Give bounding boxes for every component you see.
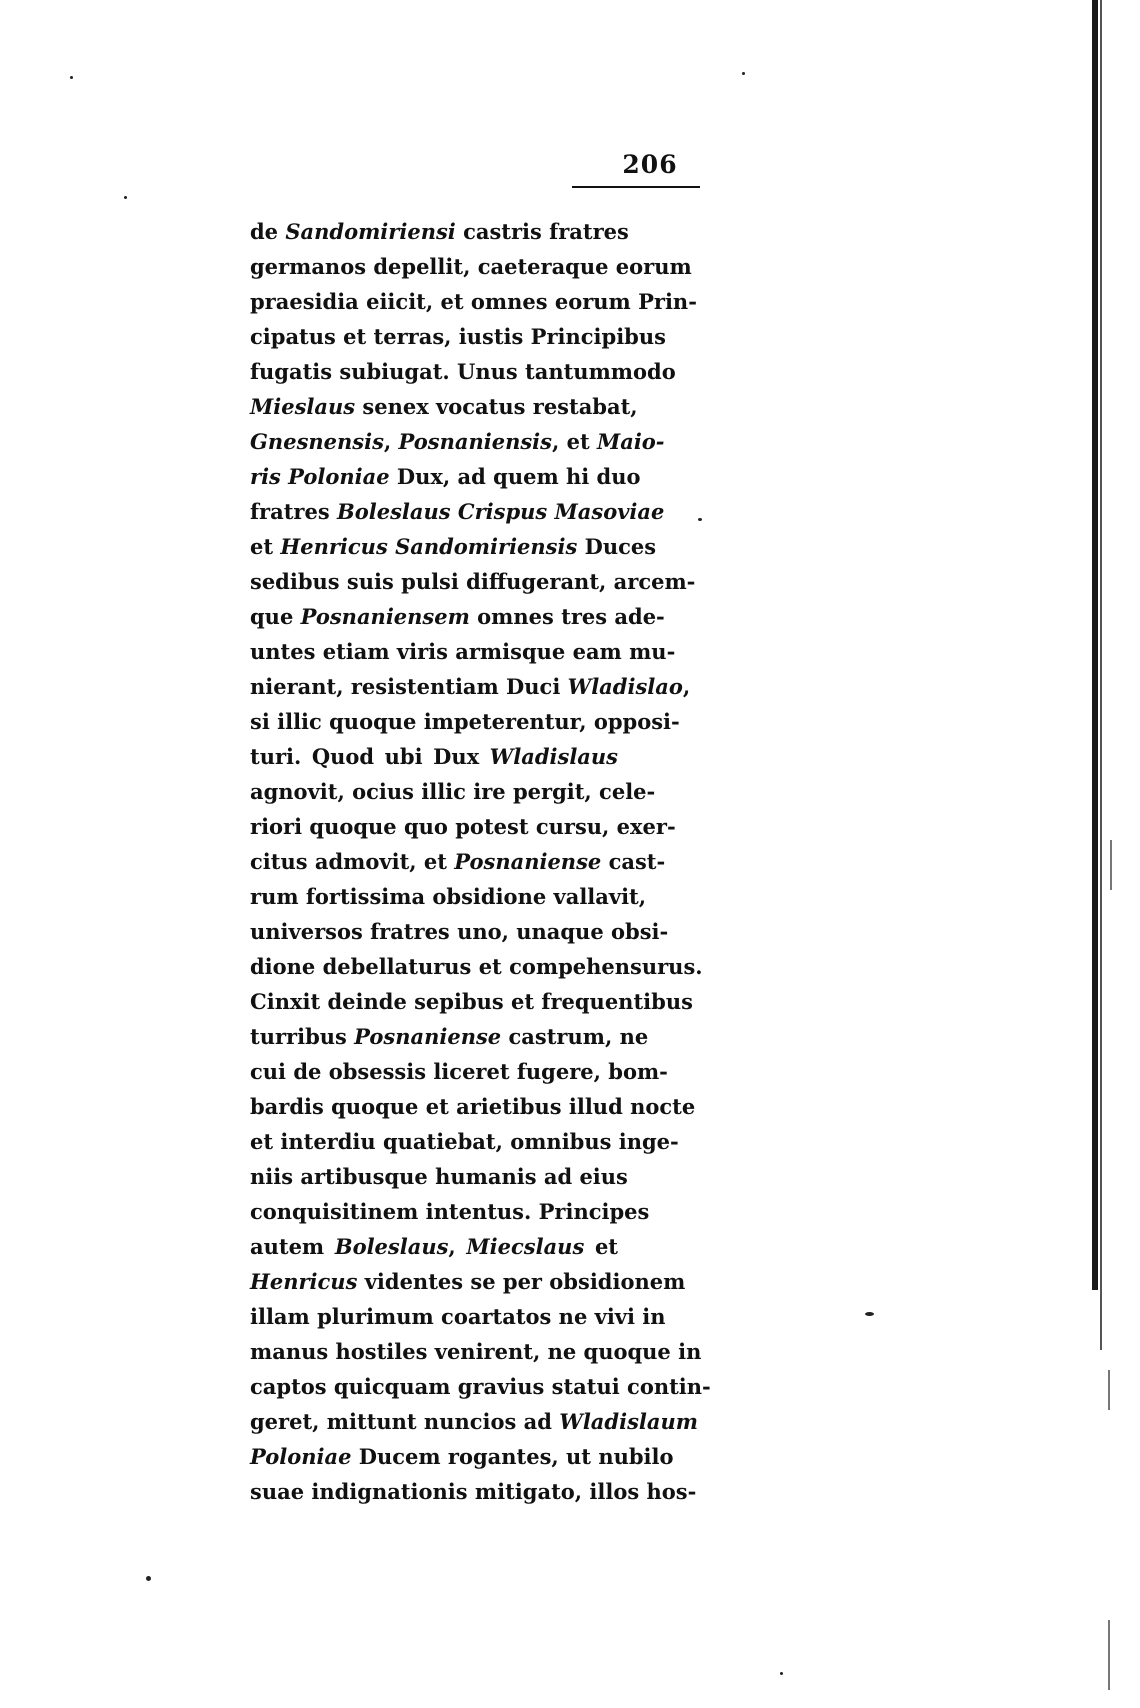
italic-name: Sandomiriensi xyxy=(285,219,456,244)
scan-edge-mark xyxy=(1110,840,1112,890)
text-run: fugatis subiugat. Unus tantummodo xyxy=(250,359,676,384)
text-run: dione debellaturus et compehensurus. xyxy=(250,954,703,979)
scan-speck xyxy=(124,196,127,199)
italic-name: Boleslaus xyxy=(334,1234,449,1259)
text-line xyxy=(250,1089,696,1124)
text-run: cui de obsessis liceret fugere, bom- xyxy=(250,1059,668,1084)
text-run: praesidia eiicit, et omnes eorum Prin- xyxy=(250,289,697,314)
text-run: cipatus et terras, iustis Principibus xyxy=(250,324,666,349)
text-run: rum fortissima obsidione vallavit, xyxy=(250,884,647,909)
italic-name: Gnesnensis xyxy=(250,429,384,454)
text-run: illam plurimum coartatos ne vivi in xyxy=(250,1304,666,1329)
text-run: et interdiu quatiebat, omnibus inge- xyxy=(250,1129,679,1154)
text-run: Cinxit deinde sepibus et frequentibus xyxy=(250,989,693,1014)
italic-name: Miecslaus xyxy=(466,1234,585,1259)
text-line xyxy=(250,424,665,459)
page-number: 206 xyxy=(622,150,678,179)
text-line xyxy=(250,1369,711,1404)
text-line xyxy=(250,1439,674,1474)
scan-speck xyxy=(742,72,745,75)
text-line xyxy=(250,739,618,774)
text-run: sedibus suis pulsi diffugerant, arcem- xyxy=(250,569,696,594)
text-run: fratres xyxy=(250,499,337,524)
text-line xyxy=(250,1299,666,1334)
text-run: bardis quoque et arietibus illud nocte xyxy=(250,1094,696,1119)
italic-name: Posnaniense xyxy=(354,1024,502,1049)
text-run: , xyxy=(383,429,399,454)
text-run: turi. Quod ubi Dux xyxy=(250,744,490,769)
text-line xyxy=(250,599,665,634)
text-run: de xyxy=(250,219,286,244)
text-run: videntes se per obsidionem xyxy=(357,1269,686,1294)
page-number-rule xyxy=(572,186,700,188)
text-line xyxy=(250,1124,679,1159)
text-line xyxy=(250,1054,668,1089)
text-line xyxy=(250,459,641,494)
text-line xyxy=(250,1334,702,1369)
italic-name: Posnaniensis xyxy=(398,429,552,454)
text-line xyxy=(250,1159,628,1194)
scan-speck xyxy=(698,518,702,521)
book-binding-edge xyxy=(1092,0,1098,1290)
italic-name: Poloniae xyxy=(250,1444,352,1469)
text-run: que xyxy=(250,604,301,629)
text-line xyxy=(250,774,656,809)
text-run: autem xyxy=(250,1234,335,1259)
text-line xyxy=(250,634,676,669)
scan-edge-mark xyxy=(1108,1620,1110,1690)
text-run: agnovit, ocius illic ire pergit, cele- xyxy=(250,779,656,804)
text-line xyxy=(250,1229,618,1264)
text-line xyxy=(250,844,666,879)
scan-speck xyxy=(146,1576,151,1581)
text-line xyxy=(250,354,676,389)
text-line xyxy=(250,1194,650,1229)
italic-name: ris Poloniae xyxy=(250,464,390,489)
text-line xyxy=(250,704,680,739)
scan-speck xyxy=(780,1672,783,1675)
text-run: castrum, ne xyxy=(501,1024,649,1049)
text-run: captos quicquam gravius statui contin- xyxy=(250,1374,711,1399)
text-run: conquisitinem intentus. Principes xyxy=(250,1199,650,1224)
text-run: castris fratres xyxy=(455,219,629,244)
text-run: geret, mittunt nuncios ad xyxy=(250,1409,560,1434)
text-line xyxy=(250,1264,686,1299)
italic-name: Boleslaus Crispus Masoviae xyxy=(336,499,665,524)
text-line xyxy=(250,564,696,599)
text-run: et xyxy=(250,534,281,559)
text-run: Dux, ad quem hi duo xyxy=(389,464,641,489)
text-run: , xyxy=(682,674,691,699)
body-text xyxy=(250,214,711,1509)
text-run: riori quoque quo potest cursu, exer- xyxy=(250,814,676,839)
text-run: germanos depellit, caeteraque eorum xyxy=(250,254,692,279)
text-run: universos fratres uno, unaque obsi- xyxy=(250,919,669,944)
text-run: , xyxy=(448,1234,467,1259)
text-run: turribus xyxy=(250,1024,355,1049)
text-run: si illic quoque impeterentur, opposi- xyxy=(250,709,680,734)
text-line xyxy=(250,389,638,424)
text-run: Duces xyxy=(577,534,657,559)
text-run: nierant, resistentiam Duci xyxy=(250,674,568,699)
italic-name: Maio- xyxy=(596,429,665,454)
italic-name: Posnaniensem xyxy=(300,604,470,629)
italic-name: Wladislaus xyxy=(489,744,618,769)
text-line xyxy=(250,284,697,319)
text-line xyxy=(250,529,657,564)
text-line xyxy=(250,914,669,949)
text-run: suae indignationis mitigato, illos hos- xyxy=(250,1479,697,1504)
text-run: untes etiam viris armisque eam mu- xyxy=(250,639,676,664)
italic-name: Henricus xyxy=(250,1269,358,1294)
text-line xyxy=(250,249,692,284)
italic-name: Wladislao xyxy=(567,674,683,699)
text-line xyxy=(250,1474,697,1509)
italic-name: Henricus Sandomiriensis xyxy=(280,534,578,559)
text-line xyxy=(250,319,666,354)
text-line xyxy=(250,494,665,529)
italic-name: Posnaniense xyxy=(454,849,602,874)
text-line xyxy=(250,879,647,914)
italic-name: Wladislaum xyxy=(559,1409,698,1434)
italic-name: Mieslaus xyxy=(250,394,356,419)
scan-speck xyxy=(70,76,73,79)
text-run: citus admovit, et xyxy=(250,849,455,874)
text-line xyxy=(250,984,693,1019)
text-line xyxy=(250,1404,698,1439)
scan-edge-mark xyxy=(1108,1370,1110,1410)
text-run: cast- xyxy=(601,849,666,874)
text-line xyxy=(250,214,629,249)
text-line xyxy=(250,1019,649,1054)
text-run: senex vocatus restabat, xyxy=(355,394,638,419)
text-line xyxy=(250,669,691,704)
text-run: , et xyxy=(551,429,597,454)
text-run: Ducem rogantes, ut nubilo xyxy=(351,1444,674,1469)
text-run: omnes tres ade- xyxy=(469,604,665,629)
text-run: manus hostiles venirent, ne quoque in xyxy=(250,1339,702,1364)
text-run: niis artibusque humanis ad eius xyxy=(250,1164,628,1189)
book-binding-edge-inner xyxy=(1100,0,1102,1350)
text-line xyxy=(250,949,703,984)
scan-speck xyxy=(865,1312,874,1316)
text-run: et xyxy=(584,1234,619,1259)
text-line xyxy=(250,809,676,844)
